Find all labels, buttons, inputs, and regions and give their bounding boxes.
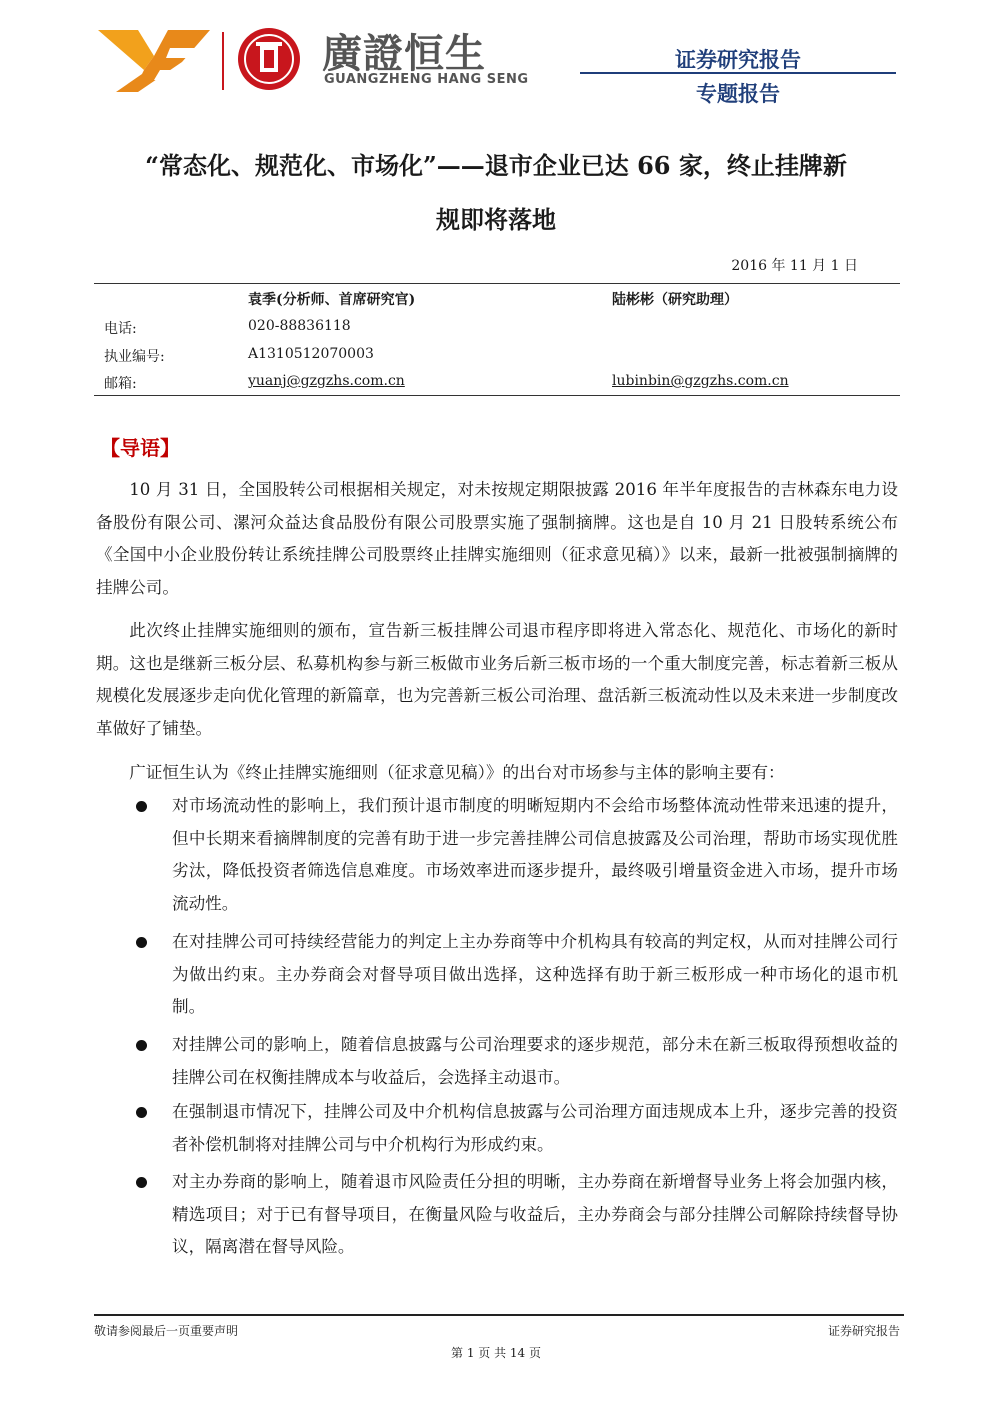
report-subtype: 专题报告 bbox=[696, 82, 780, 106]
bullet-item-3: 对挂牌公司的影响上，随着信息披露与公司治理要求的逐步规范，部分未在新三板取得预想收益的挂牌公司在权衡挂牌成本与收益后，会选择主动退市。 bbox=[172, 1035, 898, 1087]
bullet-icon bbox=[136, 1107, 147, 1118]
page-title-line2: 规即将落地 bbox=[436, 205, 556, 234]
paragraph-3: 广证恒生认为《终止挂牌实施细则（征求意见稿）》的出台对市场参与主体的影响主要有： bbox=[129, 763, 785, 782]
cert-label: 执业编号: bbox=[104, 349, 165, 365]
footer-disclaimer-note: 敬请参阅最后一页重要声明 bbox=[94, 1324, 239, 1338]
report-date: 2016 年 11 月 1 日 bbox=[731, 258, 858, 274]
footer-report-type: 证券研究报告 bbox=[827, 1324, 900, 1338]
brand-name-cn: 廣證恒生 bbox=[322, 31, 486, 77]
ye-logo-icon bbox=[98, 26, 213, 94]
report-divider bbox=[580, 72, 896, 74]
logo-separator bbox=[222, 32, 224, 90]
brand-name-en: GUANGZHENG HANG SENG bbox=[324, 72, 529, 87]
cert-value: A1310512070003 bbox=[248, 346, 374, 362]
bullet-icon bbox=[136, 801, 147, 812]
report-type: 证券研究报告 bbox=[675, 48, 801, 72]
seal-logo-icon bbox=[238, 28, 300, 90]
section-heading: 【导语】 bbox=[100, 436, 180, 460]
paragraph-2: 此次终止挂牌实施细则的颁布，宣告新三板挂牌公司退市程序即将进入常态化、规范化、市场化的新时期。这也是继新三板分层、私募机构参与新三板做市业务后新三板市场的一个重大制度完善，标志着新三板从规模化发展逐步走向优化管理的新篇章，也为完善新三板公司治理、盘活新三板流动性以及未来进一步制度改革做好了铺垫。 bbox=[96, 621, 898, 738]
page-title-line1: “常态化、规范化、市场化”——退市企业已达 66 家，终止挂牌新 bbox=[145, 151, 847, 180]
email-label: 邮箱: bbox=[104, 376, 137, 392]
author1-email-link[interactable]: yuanj@gzgzhs.com.cn bbox=[248, 373, 405, 389]
bullet-icon bbox=[136, 1177, 147, 1188]
bullet-icon bbox=[136, 1040, 147, 1051]
page-number: 第 1 页 共 14 页 bbox=[451, 1346, 541, 1360]
author-table-bottom-rule bbox=[94, 395, 900, 396]
phone-value: 020-88836118 bbox=[248, 318, 351, 334]
paragraph-1: 10 月 31 日，全国股转公司根据相关规定，对未按规定期限披露 2016 年半年度报告的吉林森东电力设备股份有限公司、漯河众益达食品股份有限公司股票实施了强制摘牌。这也是自 10 月 21 日股转系统公布《全国中小企业股份转让系统挂牌公司股票终止挂牌实施细则（征求意见稿）》以来，最新一批被强制摘牌的挂牌公司。 bbox=[96, 480, 898, 597]
phone-label: 电话: bbox=[104, 321, 137, 337]
bullet-item-5: 对主办券商的影响上，随着退市风险责任分担的明晰，主办券商在新增督导业务上将会加强内核，精选项目；对于已有督导项目，在衡量风险与收益后，主办券商会与部分挂牌公司解除持续督导协议，隔离潜在督导风险。 bbox=[172, 1172, 898, 1256]
author1-name: 袁季(分析师、首席研究官) bbox=[248, 292, 416, 308]
footer-rule bbox=[94, 1314, 904, 1316]
author-table-top-rule bbox=[94, 283, 900, 284]
bullet-item-2: 在对挂牌公司可持续经营能力的判定上主办券商等中介机构具有较高的判定权，从而对挂牌公司行为做出约束。主办券商会对督导项目做出选择，这种选择有助于新三板形成一种市场化的退市机制。 bbox=[172, 932, 898, 1016]
bullet-item-4: 在强制退市情况下，挂牌公司及中介机构信息披露与公司治理方面违规成本上升，逐步完善的投资者补偿机制将对挂牌公司与中介机构行为形成约束。 bbox=[172, 1102, 898, 1154]
author2-name: 陆彬彬（研究助理） bbox=[612, 292, 738, 308]
bullet-item-1: 对市场流动性的影响上，我们预计退市制度的明晰短期内不会给市场整体流动性带来迅速的提升，但中长期来看摘牌制度的完善有助于进一步完善挂牌公司信息披露及公司治理，帮助市场实现优胜劣汰，降低投资者筛选信息难度。市场效率进而逐步提升，最终吸引增量资金进入市场，提升市场流动性。 bbox=[172, 796, 898, 913]
author2-email-link[interactable]: lubinbin@gzgzhs.com.cn bbox=[612, 373, 789, 389]
bullet-icon bbox=[136, 937, 147, 948]
